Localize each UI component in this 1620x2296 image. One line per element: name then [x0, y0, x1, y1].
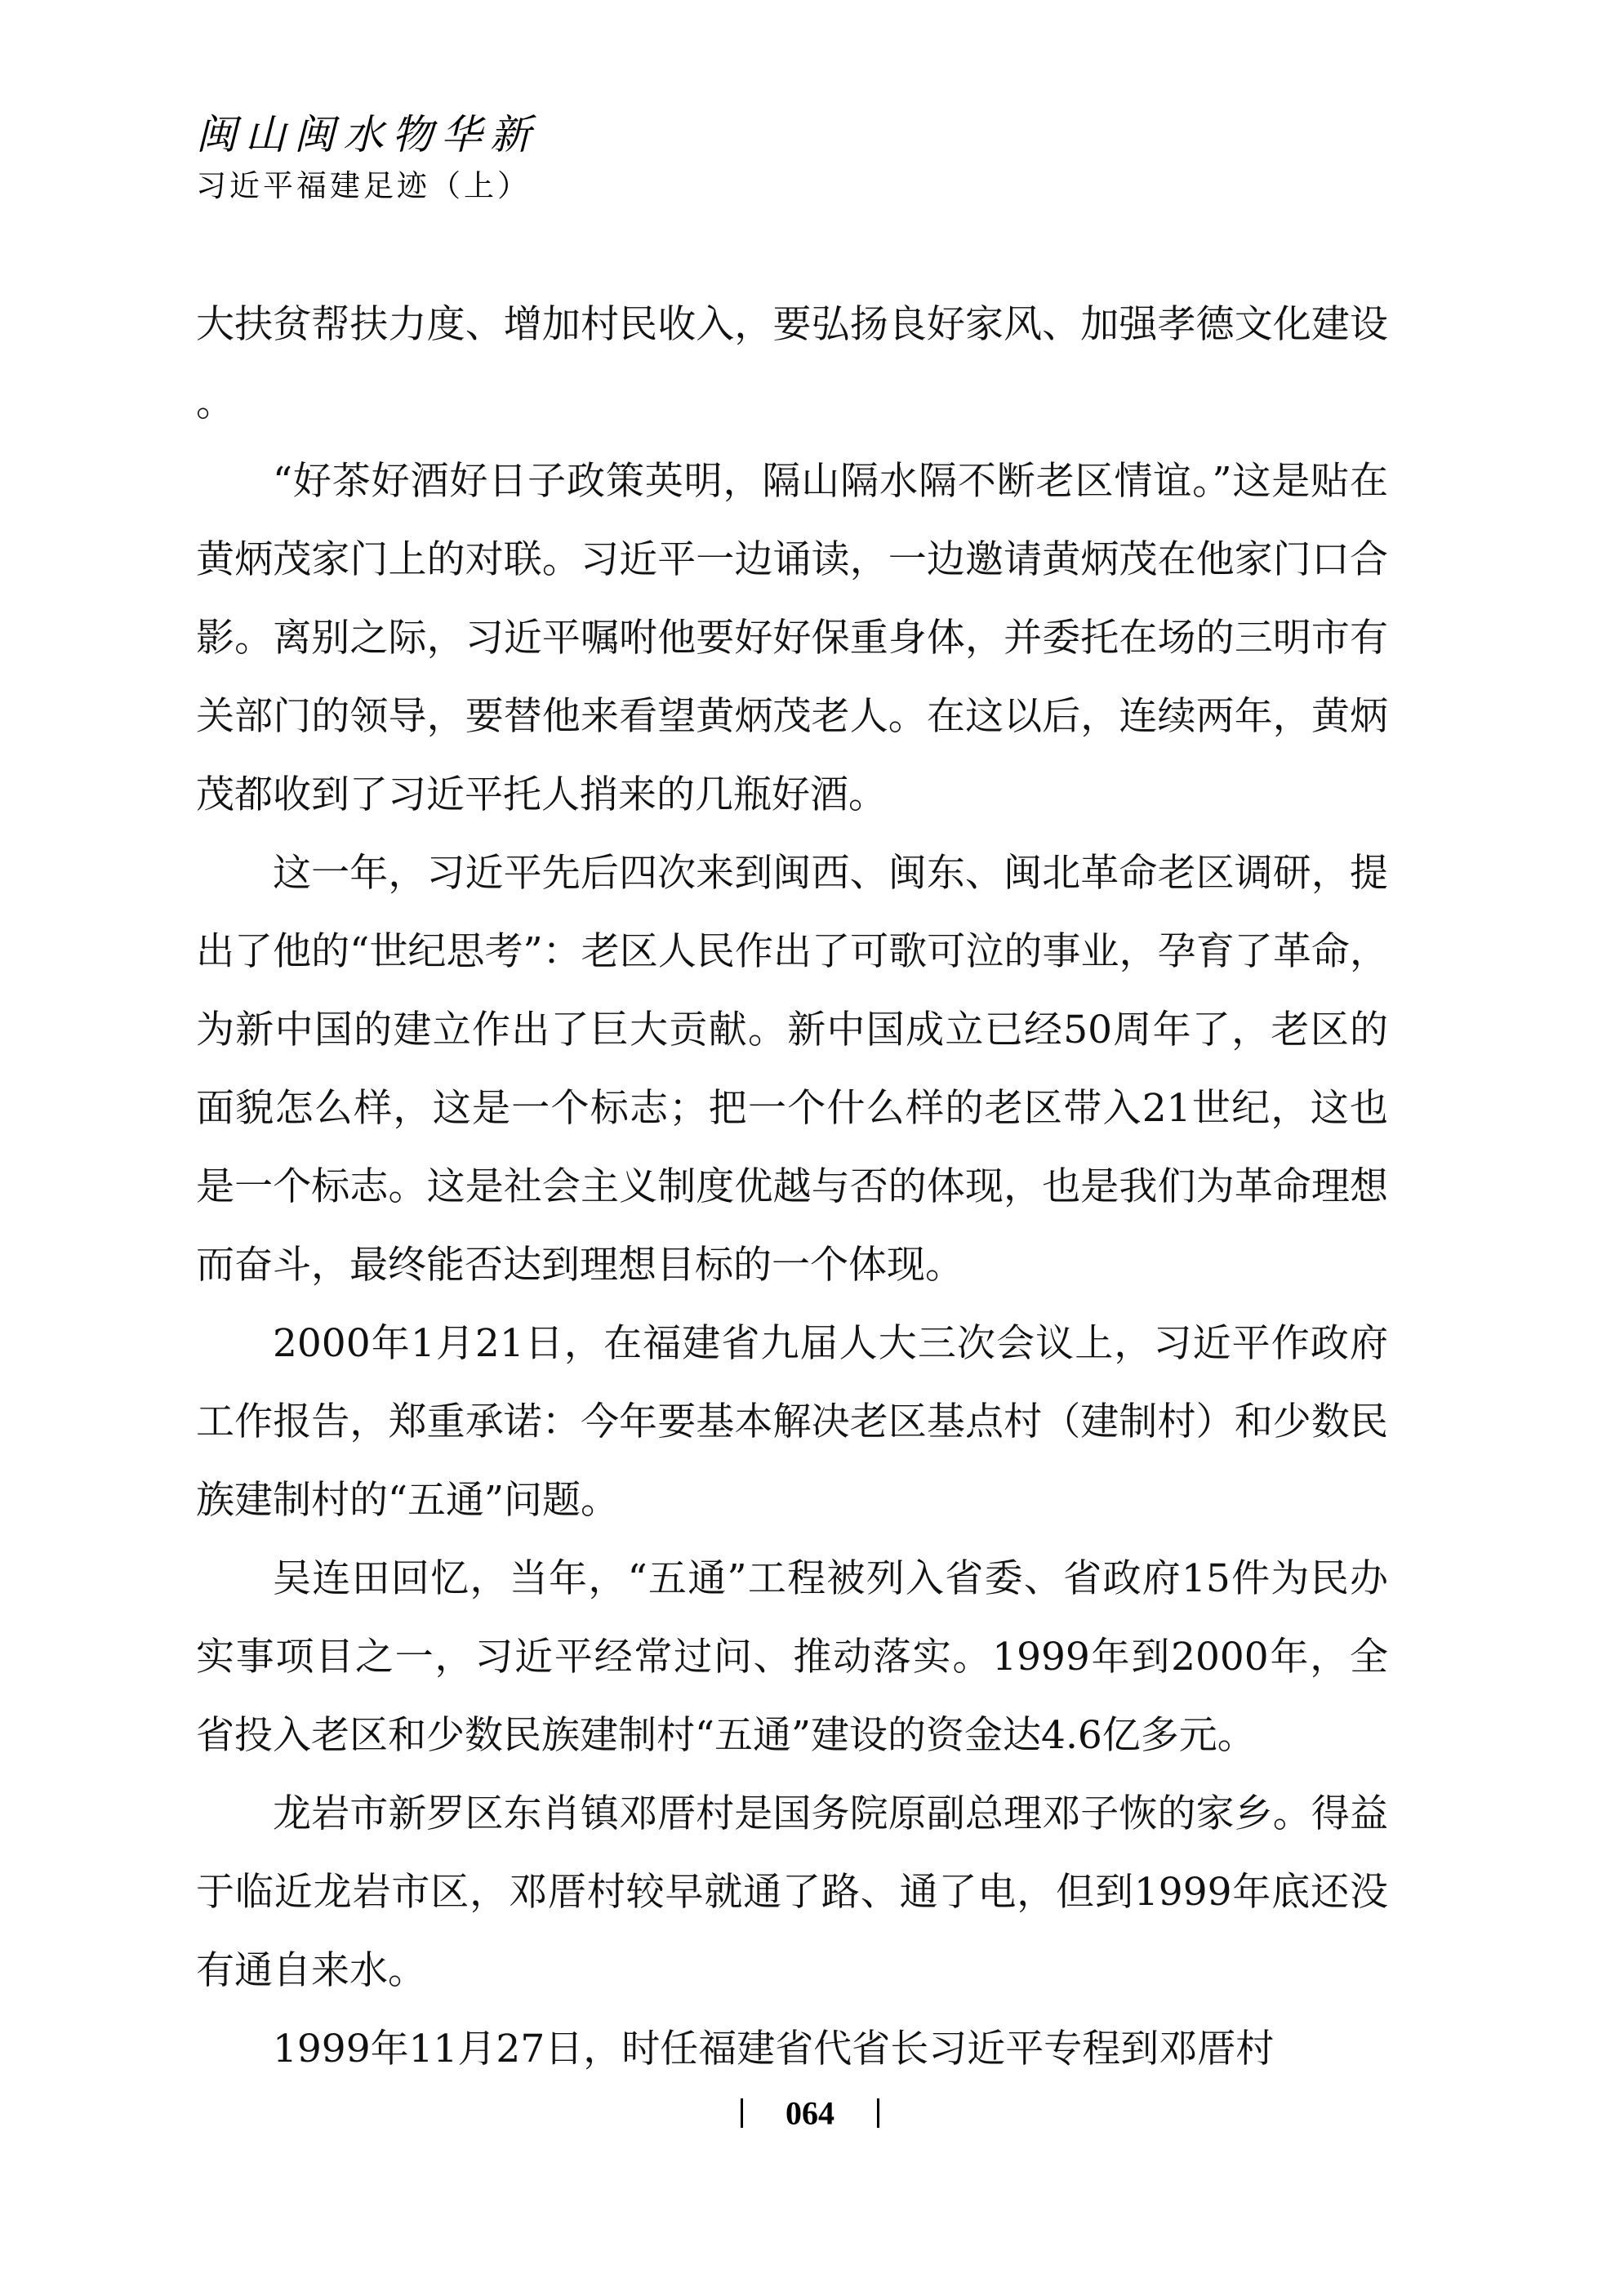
body-text	[196, 286, 1388, 2089]
series-title: 闽山闽水物华新	[196, 111, 539, 158]
page-footer	[0, 2090, 1620, 2132]
paragraph: 2000年1月21日，在福建省九届人大三次会议上，习近平作政府工作报告，郑重承诺：今年要基本解决老区基点村（建制村）和少数民族建制村的“五通”问题。	[196, 1321, 1388, 1523]
footer-right-rule	[877, 2098, 879, 2128]
page-number: 064	[786, 2094, 834, 2132]
paragraph: 龙岩市新罗区东肖镇邓厝村是国务院原副总理邓子恢的家乡。得益于临近龙岩市区，邓厝村较早就通了路、通了电，但到1999年底还没有通自来水。	[196, 1791, 1388, 1993]
paragraph: 吴连田回忆，当年，“五通”工程被列入省委、省政府15件为民办实事项目之一，习近平经常过问、推动落实。1999年到2000年，全省投入老区和少数民族建制村“五通”建设的资金达4.6亿多元。	[196, 1556, 1388, 1758]
paragraph: 这一年，习近平先后四次来到闽西、闽东、闽北革命老区调研，提出了他的“世纪思考”：老区人民作出了可歌可泣的事业，孕育了革命，为新中国的建立作出了巨大贡献。新中国成立已经50周年了，老区的面貌怎么样，这是一个标志；把一个什么样的老区带入21世纪，这也是一个标志。这是社会主义制度优越与否的体现，也是我们为革命理想而奋斗，最终能否达到理想目标的一个体现。	[196, 851, 1388, 1288]
paragraph: “好茶好酒好日子政策英明，隔山隔水隔不断老区情谊。”这是贴在黄炳茂家门上的对联。习近平一边诵读，一边邀请黄炳茂在他家门口合影。离别之际，习近平嘱咐他要好好保重身体，并委托在场的三明市有关部门的领导，要替他来看望黄炳茂老人。在这以后，连续两年，黄炳茂都收到了习近平托人捎来的几瓶好酒。	[196, 459, 1388, 817]
book-title: 习近平福建足迹（上）	[196, 168, 531, 203]
running-header	[196, 106, 539, 209]
footer-left-rule	[741, 2098, 743, 2128]
paragraph: 大扶贫帮扶力度、增加村民收入，要弘扬良好家风、加强孝德文化建设。	[196, 302, 1388, 425]
paragraph: 1999年11月27日，时任福建省代省长习近平专程到邓厝村	[273, 2027, 1275, 2071]
